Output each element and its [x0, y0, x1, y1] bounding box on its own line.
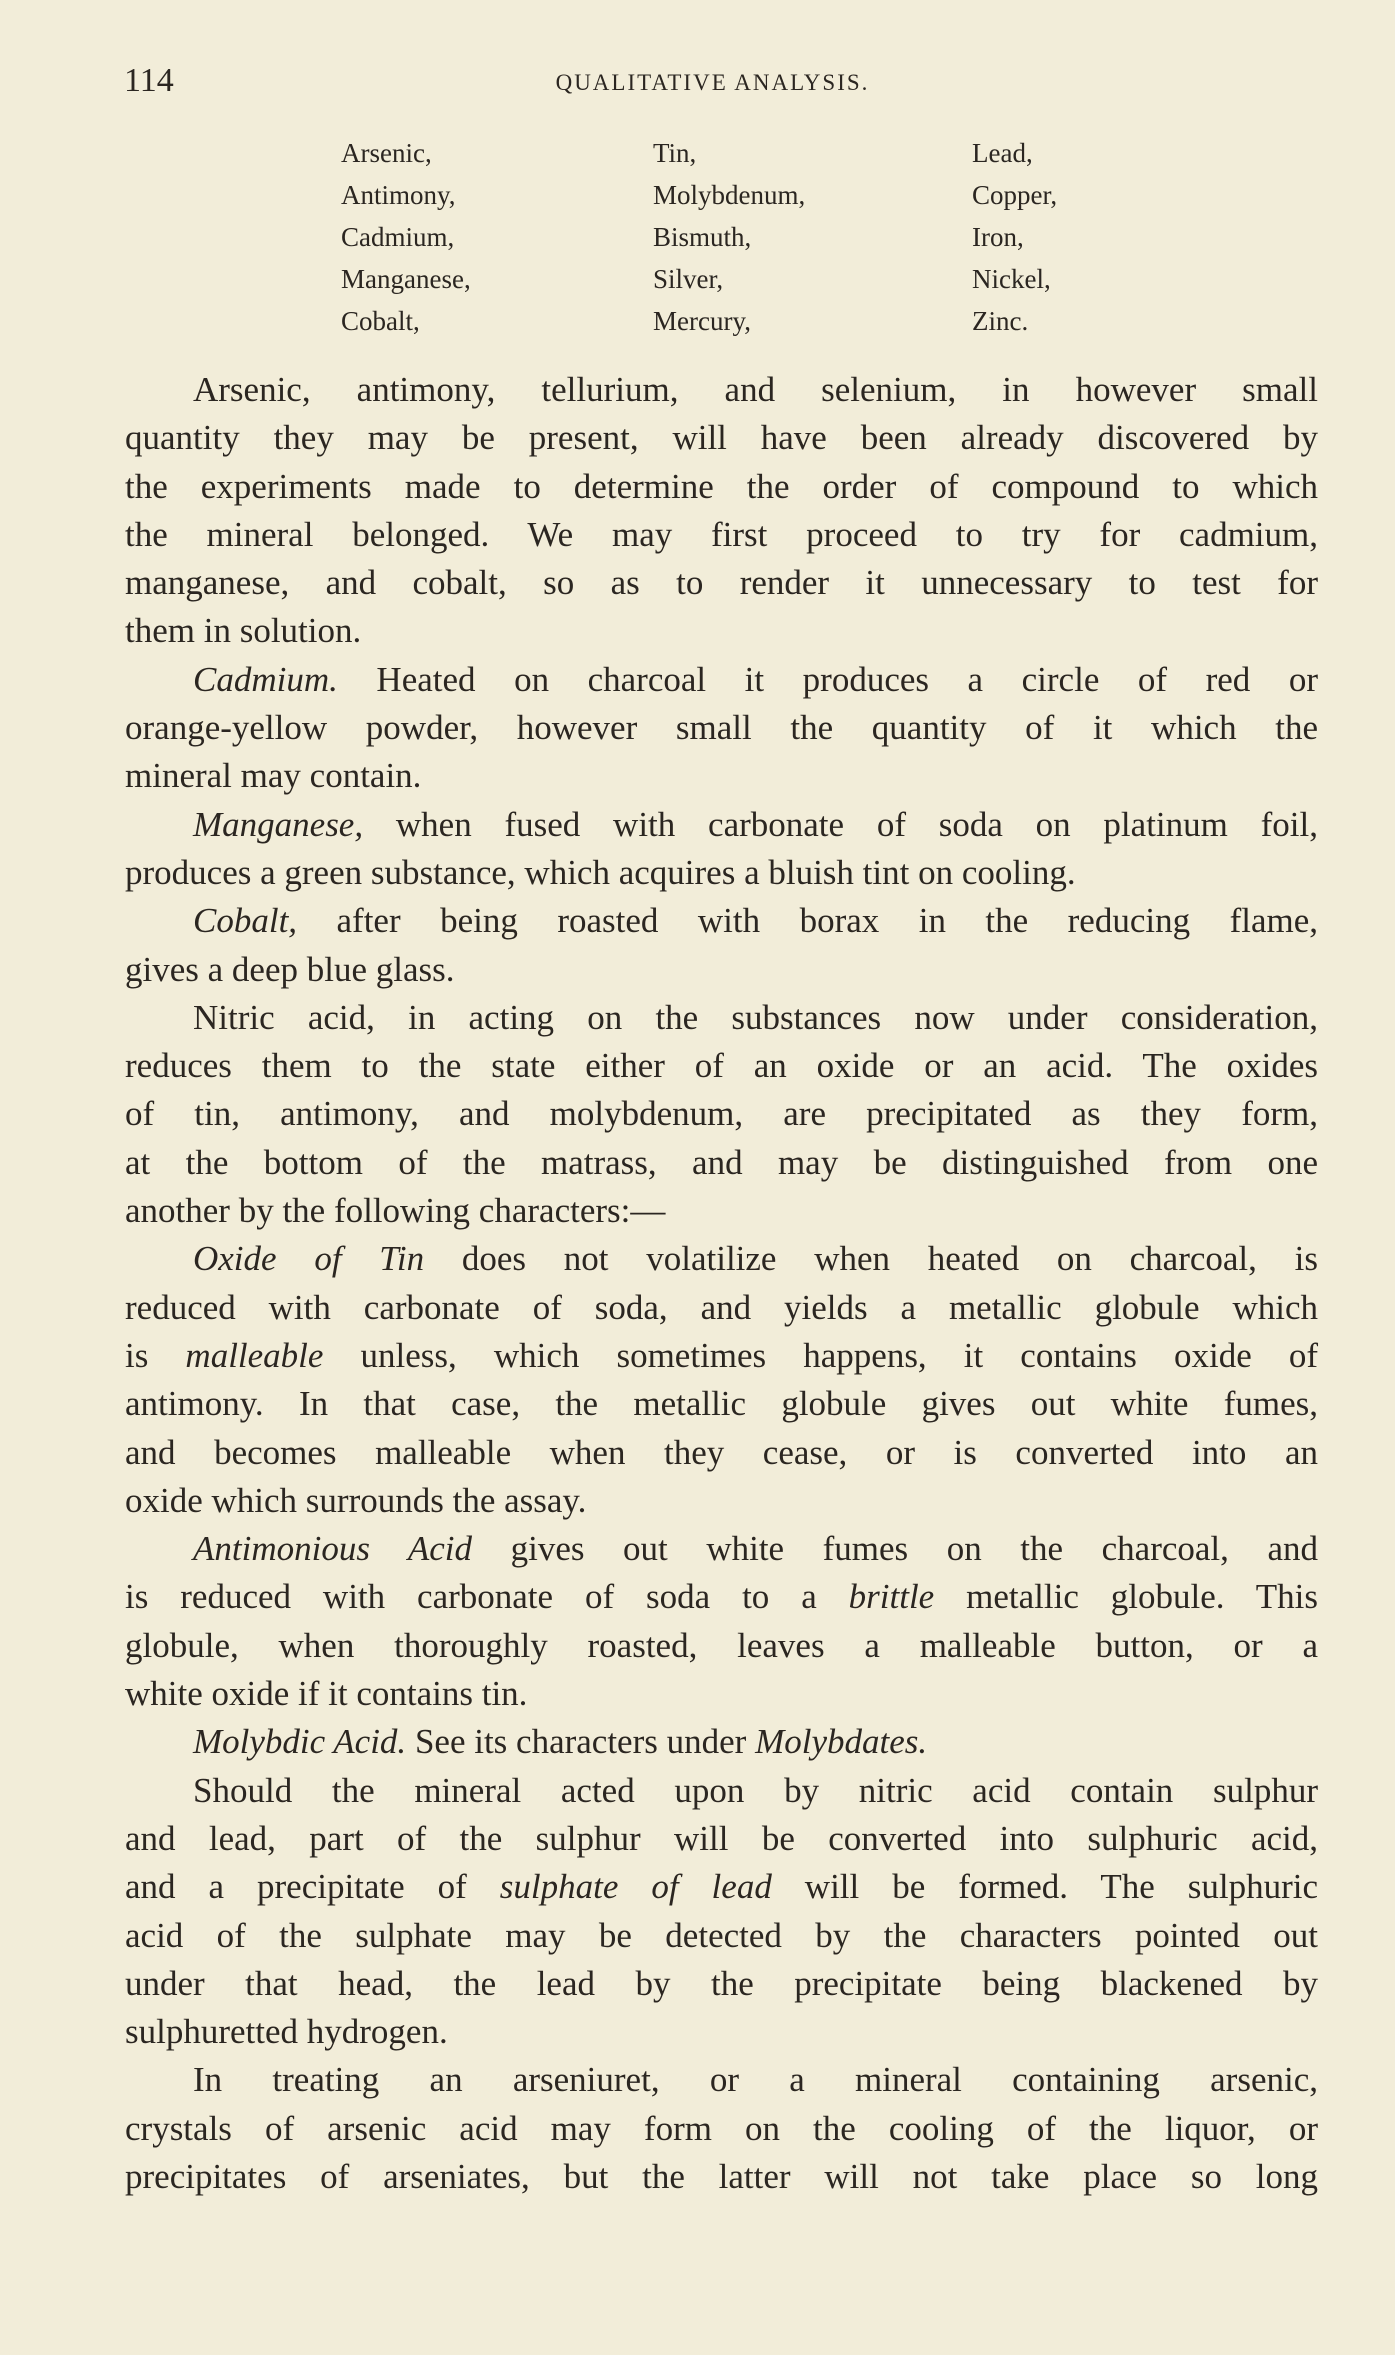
- metal-name: Copper,: [972, 180, 1058, 210]
- text-line: [125, 1429, 1318, 1477]
- text-line: [125, 2153, 1318, 2201]
- paragraph: [125, 1767, 1318, 2057]
- text-line: [125, 1863, 1318, 1911]
- text-line: [125, 1235, 1318, 1283]
- text-line: [125, 1622, 1318, 1670]
- text-line: [125, 1332, 1318, 1380]
- metals-column: [341, 132, 471, 342]
- metal-name: Molybdenum,: [653, 180, 806, 210]
- body-text: [125, 366, 1318, 2201]
- text-line: [125, 2008, 1318, 2056]
- paragraph: [125, 897, 1318, 994]
- metal-name: Cadmium,: [341, 222, 455, 252]
- text-run: See its characters under: [406, 1722, 756, 1762]
- italic-term: brittle: [848, 1577, 935, 1617]
- text-line: [125, 801, 1318, 849]
- metal-name: Bismuth,: [653, 222, 752, 252]
- text-line: [125, 2056, 1318, 2104]
- text-line: [125, 994, 1318, 1042]
- text-run: crystals of arsenic acid may form on the cooling of the liquor, or: [125, 2108, 1318, 2148]
- text-run: antimony. In that case, the metallic globule gives out white fumes,: [125, 1384, 1318, 1424]
- metal-name: Nickel,: [972, 264, 1051, 294]
- text-run: precipitates of arseniates, but the latter will not take place so long: [125, 2156, 1318, 2196]
- text-run: reduces them to the state either of an oxide or an acid. The oxides: [125, 1046, 1318, 1086]
- text-line: [125, 1042, 1318, 1090]
- text-run: when fused with carbonate of soda on platinum foil,: [363, 804, 1318, 844]
- text-line: [125, 849, 1318, 897]
- paragraph: [125, 656, 1318, 801]
- text-run: unless, which sometimes happens, it contains oxide of: [323, 1335, 1318, 1375]
- running-title: QUALITATIVE ANALYSIS.: [555, 70, 870, 95]
- text-line: [125, 463, 1318, 511]
- text-line: [125, 897, 1318, 945]
- metal-name: Manganese,: [341, 264, 471, 294]
- text-line: [125, 366, 1318, 414]
- text-run: manganese, and cobalt, so as to render it unnecessary to test for: [125, 563, 1318, 603]
- metal-name: Tin,: [653, 138, 697, 168]
- text-run: Nitric acid, in acting on the substances now under consideration,: [193, 997, 1318, 1037]
- text-line: [125, 1718, 1318, 1766]
- text-run: and lead, part of the sulphur will be converted into sulphuric acid,: [125, 1818, 1318, 1858]
- text-run: white oxide if it contains tin.: [125, 1674, 528, 1714]
- text-run: orange-yellow powder, however small the quantity of it which the: [125, 708, 1318, 748]
- paragraph: [125, 1235, 1318, 1525]
- text-run: oxide which surrounds the assay.: [125, 1480, 587, 1520]
- paragraph: [125, 994, 1318, 1235]
- text-line: [125, 1670, 1318, 1718]
- text-line: [125, 946, 1318, 994]
- text-run: produces a green substance, which acquires a bluish tint on cooling.: [125, 852, 1076, 892]
- text-line: [125, 1912, 1318, 1960]
- text-run: another by the following characters:—: [125, 1191, 666, 1231]
- text-line: [125, 1960, 1318, 2008]
- text-run: is: [125, 1335, 186, 1375]
- italic-term: Oxide of Tin: [193, 1239, 425, 1279]
- text-run: and a precipitate of: [125, 1867, 500, 1907]
- text-run: metallic globule. This: [934, 1577, 1318, 1617]
- italic-term: Molybdates.: [755, 1722, 928, 1762]
- text-run: gives a deep blue glass.: [125, 949, 455, 989]
- text-run: does not volatilize when heated on charcoal, is: [424, 1239, 1318, 1279]
- text-run: will be formed. The sulphuric: [771, 1867, 1319, 1907]
- text-line: [125, 1139, 1318, 1187]
- text-line: [125, 704, 1318, 752]
- text-run: quantity they may be present, will have been already discovered by: [125, 418, 1318, 458]
- text-line: [125, 1477, 1318, 1525]
- paragraph: [125, 2056, 1318, 2201]
- text-run: acid of the sulphate may be detected by the characters pointed out: [125, 1915, 1318, 1955]
- metal-name: Cobalt,: [341, 306, 420, 336]
- italic-term: Cadmium.: [193, 659, 338, 699]
- text-run: after being roasted with borax in the reducing flame,: [297, 901, 1318, 941]
- italic-term: Cobalt,: [193, 901, 298, 941]
- text-line: [125, 1573, 1318, 1621]
- text-run: and becomes malleable when they cease, or is converted into an: [125, 1432, 1318, 1472]
- text-line: [125, 752, 1318, 800]
- metal-name: Lead,: [972, 138, 1033, 168]
- text-line: [125, 1525, 1318, 1573]
- paragraph: [125, 366, 1318, 656]
- text-line: [125, 1815, 1318, 1863]
- text-run: at the bottom of the matrass, and may be distinguished from one: [125, 1142, 1318, 1182]
- text-line: [125, 414, 1318, 462]
- text-line: [125, 511, 1318, 559]
- metal-name: Mercury,: [653, 306, 751, 336]
- italic-term: malleable: [185, 1335, 324, 1375]
- text-run: of tin, antimony, and molybdenum, are precipitated as they form,: [125, 1094, 1318, 1134]
- text-line: [125, 1090, 1318, 1138]
- metal-name: Antimony,: [341, 180, 456, 210]
- text-run: gives out white fumes on the charcoal, and: [472, 1529, 1318, 1569]
- metals-column: [972, 132, 1057, 342]
- text-run: Arsenic, antimony, tellurium, and selenium, in however small: [193, 370, 1318, 409]
- text-run: Should the mineral acted upon by nitric acid contain sulphur: [193, 1770, 1318, 1810]
- text-line: [125, 559, 1318, 607]
- paragraph: [125, 1718, 1318, 1766]
- page-number: 114: [124, 62, 174, 99]
- italic-term: sulphate of lead: [499, 1867, 772, 1907]
- text-run: under that head, the lead by the precipitate being blackened by: [125, 1963, 1318, 2003]
- italic-term: Molybdic Acid.: [193, 1722, 407, 1762]
- text-run: them in solution.: [125, 611, 362, 651]
- text-run: In treating an arseniuret, or a mineral containing arsenic,: [193, 2060, 1318, 2100]
- paragraph: [125, 1525, 1318, 1718]
- metals-column: [653, 132, 805, 342]
- text-run: the experiments made to determine the order of compound to which: [125, 466, 1318, 506]
- metal-name: Silver,: [653, 264, 724, 294]
- italic-term: Antimonious Acid: [193, 1529, 473, 1569]
- text-run: Heated on charcoal it produces a circle of red or: [337, 659, 1318, 699]
- text-line: [125, 2105, 1318, 2153]
- text-run: mineral may contain.: [125, 756, 422, 796]
- text-line: [125, 1284, 1318, 1332]
- text-line: [125, 1187, 1318, 1235]
- text-run: the mineral belonged. We may first proceed to try for cadmium,: [125, 514, 1318, 554]
- text-run: reduced with carbonate of soda, and yields a metallic globule which: [125, 1287, 1318, 1327]
- italic-term: Manganese,: [193, 804, 364, 844]
- text-line: [125, 656, 1318, 704]
- text-line: [125, 1767, 1318, 1815]
- text-run: is reduced with carbonate of soda to a: [125, 1577, 849, 1617]
- metal-name: Zinc.: [972, 306, 1029, 336]
- text-line: [125, 607, 1318, 655]
- metal-name: Arsenic,: [341, 138, 432, 168]
- text-line: [125, 1380, 1318, 1428]
- metal-name: Iron,: [972, 222, 1024, 252]
- paragraph: [125, 801, 1318, 898]
- text-run: sulphuretted hydrogen.: [125, 2012, 448, 2052]
- text-run: globule, when thoroughly roasted, leaves a malleable button, or a: [125, 1625, 1318, 1665]
